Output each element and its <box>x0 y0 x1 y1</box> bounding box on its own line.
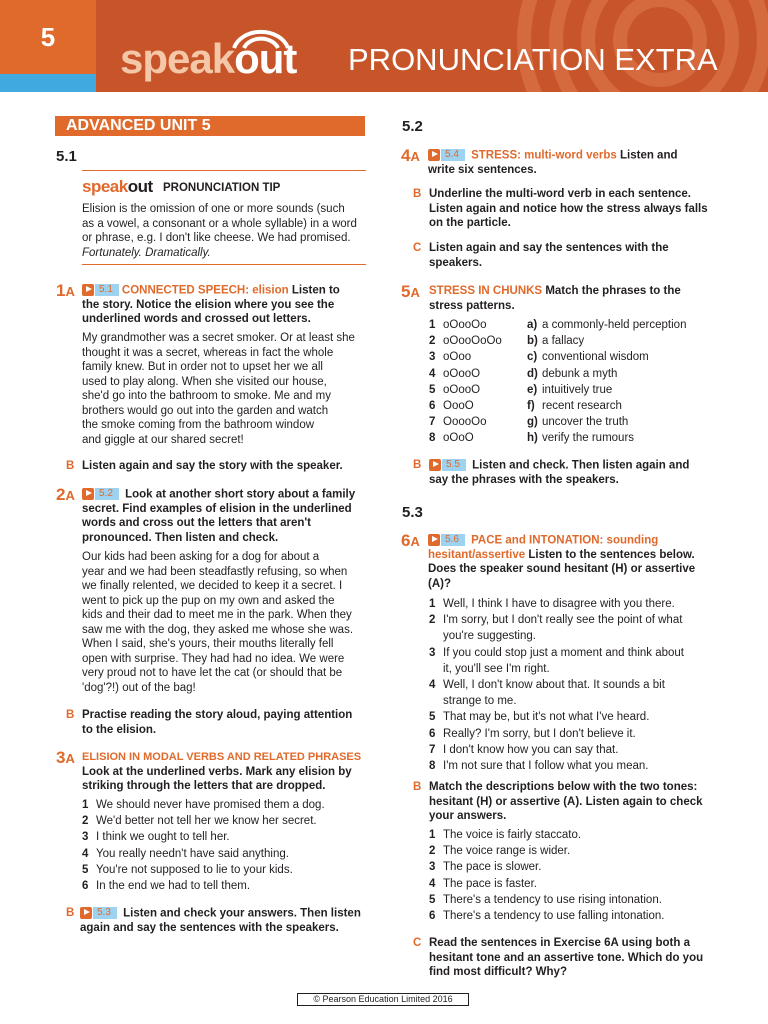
instruction: write six sentences. <box>428 163 537 176</box>
list-item: 1 The voice is fairly staccato. <box>429 829 582 841</box>
track-number: 5.1 <box>95 284 119 296</box>
instruction: hesitant tone and an assertive tone. Which do you <box>429 951 704 964</box>
tip-text <box>82 202 372 260</box>
story-line: used to play along. When she visited our house, <box>82 375 327 388</box>
play-icon <box>82 488 94 500</box>
exercise-letter: C <box>413 937 422 949</box>
story-line: year and we had been steadfastly refusing, so when <box>82 565 348 578</box>
sentence-list <box>429 596 724 774</box>
instruction: Listen and check. Then listen again and <box>472 459 690 472</box>
description-list <box>429 827 724 924</box>
table-row: 4 oOooO d) debunk a myth <box>429 367 618 380</box>
exercise-5a <box>401 284 721 313</box>
exercise-2b <box>66 708 366 737</box>
track-number: 5.5 <box>442 459 466 471</box>
play-icon <box>82 284 94 296</box>
instruction: say the phrases with the speakers. <box>429 473 619 486</box>
exercise-number: 3A <box>56 748 75 767</box>
play-icon <box>428 149 440 161</box>
exercise-3b <box>66 906 376 935</box>
exercise-title: hesitant/assertive <box>428 548 526 561</box>
table-row: 7 OoooOo g) uncover the truth <box>429 416 629 429</box>
exercise-title: CONNECTED SPEECH: elision <box>121 284 289 297</box>
story-line: family knew. But in order not to upset her we all <box>82 361 323 373</box>
list-item: 4 You really needn't have said anything. <box>82 847 289 860</box>
list-item: 6 Really? I'm sorry, but I don't believe it. <box>429 727 636 740</box>
instruction: Practise reading the story aloud, paying attention <box>82 709 353 721</box>
tip-title: PRONUNCIATION TIP <box>163 182 281 194</box>
instruction: on the particle. <box>429 217 511 229</box>
exercise-6a <box>401 533 721 591</box>
play-icon <box>429 459 441 471</box>
section-heading-5-1: 5.1 <box>56 148 77 165</box>
list-item: 2 We'd better not tell her we know her secret. <box>82 815 317 828</box>
table-row: 6 OooO f) recent research <box>429 399 622 412</box>
exercise-title: PACE and INTONATION: sounding <box>471 534 659 547</box>
exercise-1a <box>56 283 366 327</box>
story-line: brothers would go out into the garden and watch <box>82 404 329 417</box>
instruction: Listen to the sentences below. <box>528 548 695 561</box>
list-item: 5 You're not supposed to lie to your kids. <box>82 863 293 876</box>
exercise-letter: C <box>413 242 422 254</box>
exercise-letter: B <box>413 188 422 200</box>
story-line: 'dog'?!) out of the bag! <box>82 681 196 694</box>
story-line: she'd go into the bathroom to smoke. Me and my <box>82 390 331 402</box>
play-icon <box>428 534 440 546</box>
list-item: 1 Well, I think I have to disagree with you there. <box>429 598 675 610</box>
exercise-letter: B <box>66 709 75 721</box>
exercise-1b <box>66 459 366 474</box>
list-item: 3 I think we ought to tell her. <box>82 831 230 844</box>
exercise-5b <box>413 458 723 487</box>
story-line: thought it was a secret, whereas in fact the whole <box>82 346 334 359</box>
instruction: Look at another short story about a family <box>125 488 356 501</box>
story-line: open with surprise. They had had no idea. We were <box>82 652 345 665</box>
tip-logo: speakout <box>82 177 153 196</box>
copyright-footer: © Pearson Education Limited 2016 <box>297 993 469 1006</box>
tip-top-rule <box>82 170 366 171</box>
instruction: Match the descriptions below with the two tones: <box>429 781 698 793</box>
story-line: and giggle at our shared secret! <box>82 433 244 446</box>
list-item: 2 I'm sorry, but I don't really see the point of what you're suggesting. <box>429 614 683 643</box>
instruction: to the elision. <box>82 723 157 736</box>
instruction: Listen and <box>620 149 678 162</box>
exercise-title: STRESS IN CHUNKS <box>429 285 543 297</box>
exercise-6c <box>413 936 723 980</box>
modal-verb-list <box>82 797 372 894</box>
exercise-letter: B <box>413 781 422 793</box>
tip-line: Fortunately. Dramatically. <box>82 246 211 259</box>
instruction: find most difficult? Why? <box>429 966 567 978</box>
table-row: 1 oOooOo a) a commonly-held perception <box>429 319 687 331</box>
instruction: Match the phrases to the <box>545 285 681 297</box>
list-item: 5 There's a tendency to use rising intonation. <box>429 893 662 906</box>
audio-track-5-6[interactable] <box>428 533 465 548</box>
unit-heading: ADVANCED UNIT 5 <box>55 116 365 136</box>
instruction: again and say the sentences with the speakers. <box>80 921 339 934</box>
tip-line: or phrase, e.g. I don't like cheese. We had promised. <box>82 232 351 244</box>
instruction: Listen again and say the sentences with the <box>429 242 669 254</box>
exercise-4b <box>413 187 723 231</box>
instruction: Listen and check your answers. Then listen <box>123 907 361 920</box>
unit-tab-strip <box>0 74 96 92</box>
exercise-number: 2A <box>56 485 75 504</box>
story-line: very proud not to have let the cat (or should that be <box>82 667 343 679</box>
story-2 <box>82 550 372 695</box>
instruction: Listen to <box>291 284 340 297</box>
tip-line: as a vowel, a consonant or a whole syllable) in a word <box>82 217 357 230</box>
list-item: 4 The pace is faster. <box>429 877 537 890</box>
exercise-title: ELISION IN MODAL VERBS AND RELATED PHRASES <box>82 751 362 763</box>
track-number: 5.3 <box>93 907 117 919</box>
exercise-2a <box>56 487 366 545</box>
story-line: kids and their dad to meet me in the park. When they <box>82 609 352 621</box>
header-title: PRONUNCIATION EXTRA <box>348 42 718 77</box>
instruction: secret. Find examples of elision in the underlined <box>82 502 352 515</box>
exercise-number: 1A <box>56 281 75 300</box>
tip-bottom-rule <box>82 264 366 265</box>
story-line: When I said, she's yours, their mouths literally fell <box>82 638 334 650</box>
list-item: 6 In the end we had to tell them. <box>82 880 251 893</box>
play-icon <box>80 907 92 919</box>
audio-track-5-5[interactable] <box>429 458 466 473</box>
story-line: Our kids had been asking for a dog for about a <box>82 551 320 563</box>
list-item: 7 I don't know how you can say that. <box>429 743 619 756</box>
audio-track-5-4[interactable] <box>428 148 465 163</box>
tip-line: Elision is the omission of one or more sounds (such <box>82 203 345 215</box>
table-row: 5 oOooO e) intuitively true <box>429 383 613 396</box>
exercise-number: 4A <box>401 146 420 165</box>
track-number: 5.4 <box>441 149 465 161</box>
exercise-3a <box>56 750 366 794</box>
list-item: 3 If you could stop just a moment and think about it, you'll see I'm right. <box>429 646 685 675</box>
story-line: My grandmother was a secret smoker. Or at least she <box>82 332 355 344</box>
instruction: stress patterns. <box>429 299 515 312</box>
story-line: we finally relented, we decided to keep it a secret. I <box>82 580 343 592</box>
instruction: underlined words and crossed out letters. <box>82 313 311 326</box>
list-item: 2 The voice range is wider. <box>429 845 571 858</box>
track-number: 5.6 <box>441 534 465 546</box>
audio-track-5-3[interactable] <box>80 906 117 921</box>
section-heading-5-2: 5.2 <box>402 118 423 135</box>
exercise-number: 6A <box>401 531 420 550</box>
speakout-logo: speakout <box>120 35 297 82</box>
story-1 <box>82 331 372 447</box>
exercise-title: STRESS: multi-word verbs <box>471 149 617 162</box>
page-header <box>0 0 768 92</box>
instruction: striking through the letters that are dropped. <box>82 780 326 792</box>
instruction: (A)? <box>428 577 451 590</box>
unit-number: 5 <box>40 22 56 52</box>
table-row: 3 oOoo c) conventional wisdom <box>429 351 649 364</box>
story-line: the smoke coming from the bathroom window <box>82 419 315 431</box>
audio-track-5-2[interactable] <box>82 487 119 502</box>
instruction: Look at the underlined verbs. Mark any elision by <box>82 765 352 778</box>
exercise-6b <box>413 780 723 824</box>
audio-track-5-1[interactable] <box>82 283 119 298</box>
instruction: speakers. <box>429 256 483 269</box>
exercise-number: 5A <box>401 282 420 301</box>
instruction: Read the sentences in Exercise 6A using both a <box>429 937 690 949</box>
instruction: hesitant (H) or assertive (A). Listen again to check <box>429 795 703 808</box>
exercise-4a <box>401 148 721 177</box>
section-heading-5-3: 5.3 <box>402 504 423 521</box>
instruction: Does the speaker sound hesitant (H) or assertive <box>428 563 696 576</box>
track-number: 5.2 <box>95 488 119 500</box>
instruction: Listen again and say the story with the speaker. <box>82 460 343 472</box>
list-item: 5 That may be, but it's not what I've heard. <box>429 711 650 724</box>
list-item: 8 I'm not sure that I follow what you mean. <box>429 760 649 773</box>
story-line: went to pick up the pup on my own and asked the <box>82 594 335 607</box>
table-row: 2 oOooOoOo b) a fallacy <box>429 335 585 348</box>
instruction: your answers. <box>429 810 507 822</box>
instruction: the story. Notice the elision where you see the <box>82 298 335 311</box>
instruction: words and cross out the letters that aren't <box>82 517 311 530</box>
exercise-letter: B <box>66 460 75 472</box>
table-row: 8 oOoO h) verify the rumours <box>429 432 635 445</box>
exercise-letter: B <box>66 907 75 919</box>
exercise-letter: B <box>413 459 422 471</box>
instruction: Listen again and notice how the stress always falls <box>429 202 708 215</box>
instruction: pronounced. Then listen and check. <box>82 531 279 544</box>
instruction: Underline the multi-word verb in each sentence. <box>429 188 692 200</box>
exercise-4c <box>413 241 723 270</box>
list-item: 1 We should never have promised them a dog. <box>82 799 325 811</box>
list-item: 4 Well, I don't know about that. It sounds a bit strange to me. <box>429 679 665 708</box>
list-item: 6 There's a tendency to use falling intonation. <box>429 910 665 923</box>
list-item: 3 The pace is slower. <box>429 861 542 874</box>
story-line: saw me with the dog, they asked me whose she was. <box>82 623 354 636</box>
stress-pattern-table <box>429 317 719 447</box>
